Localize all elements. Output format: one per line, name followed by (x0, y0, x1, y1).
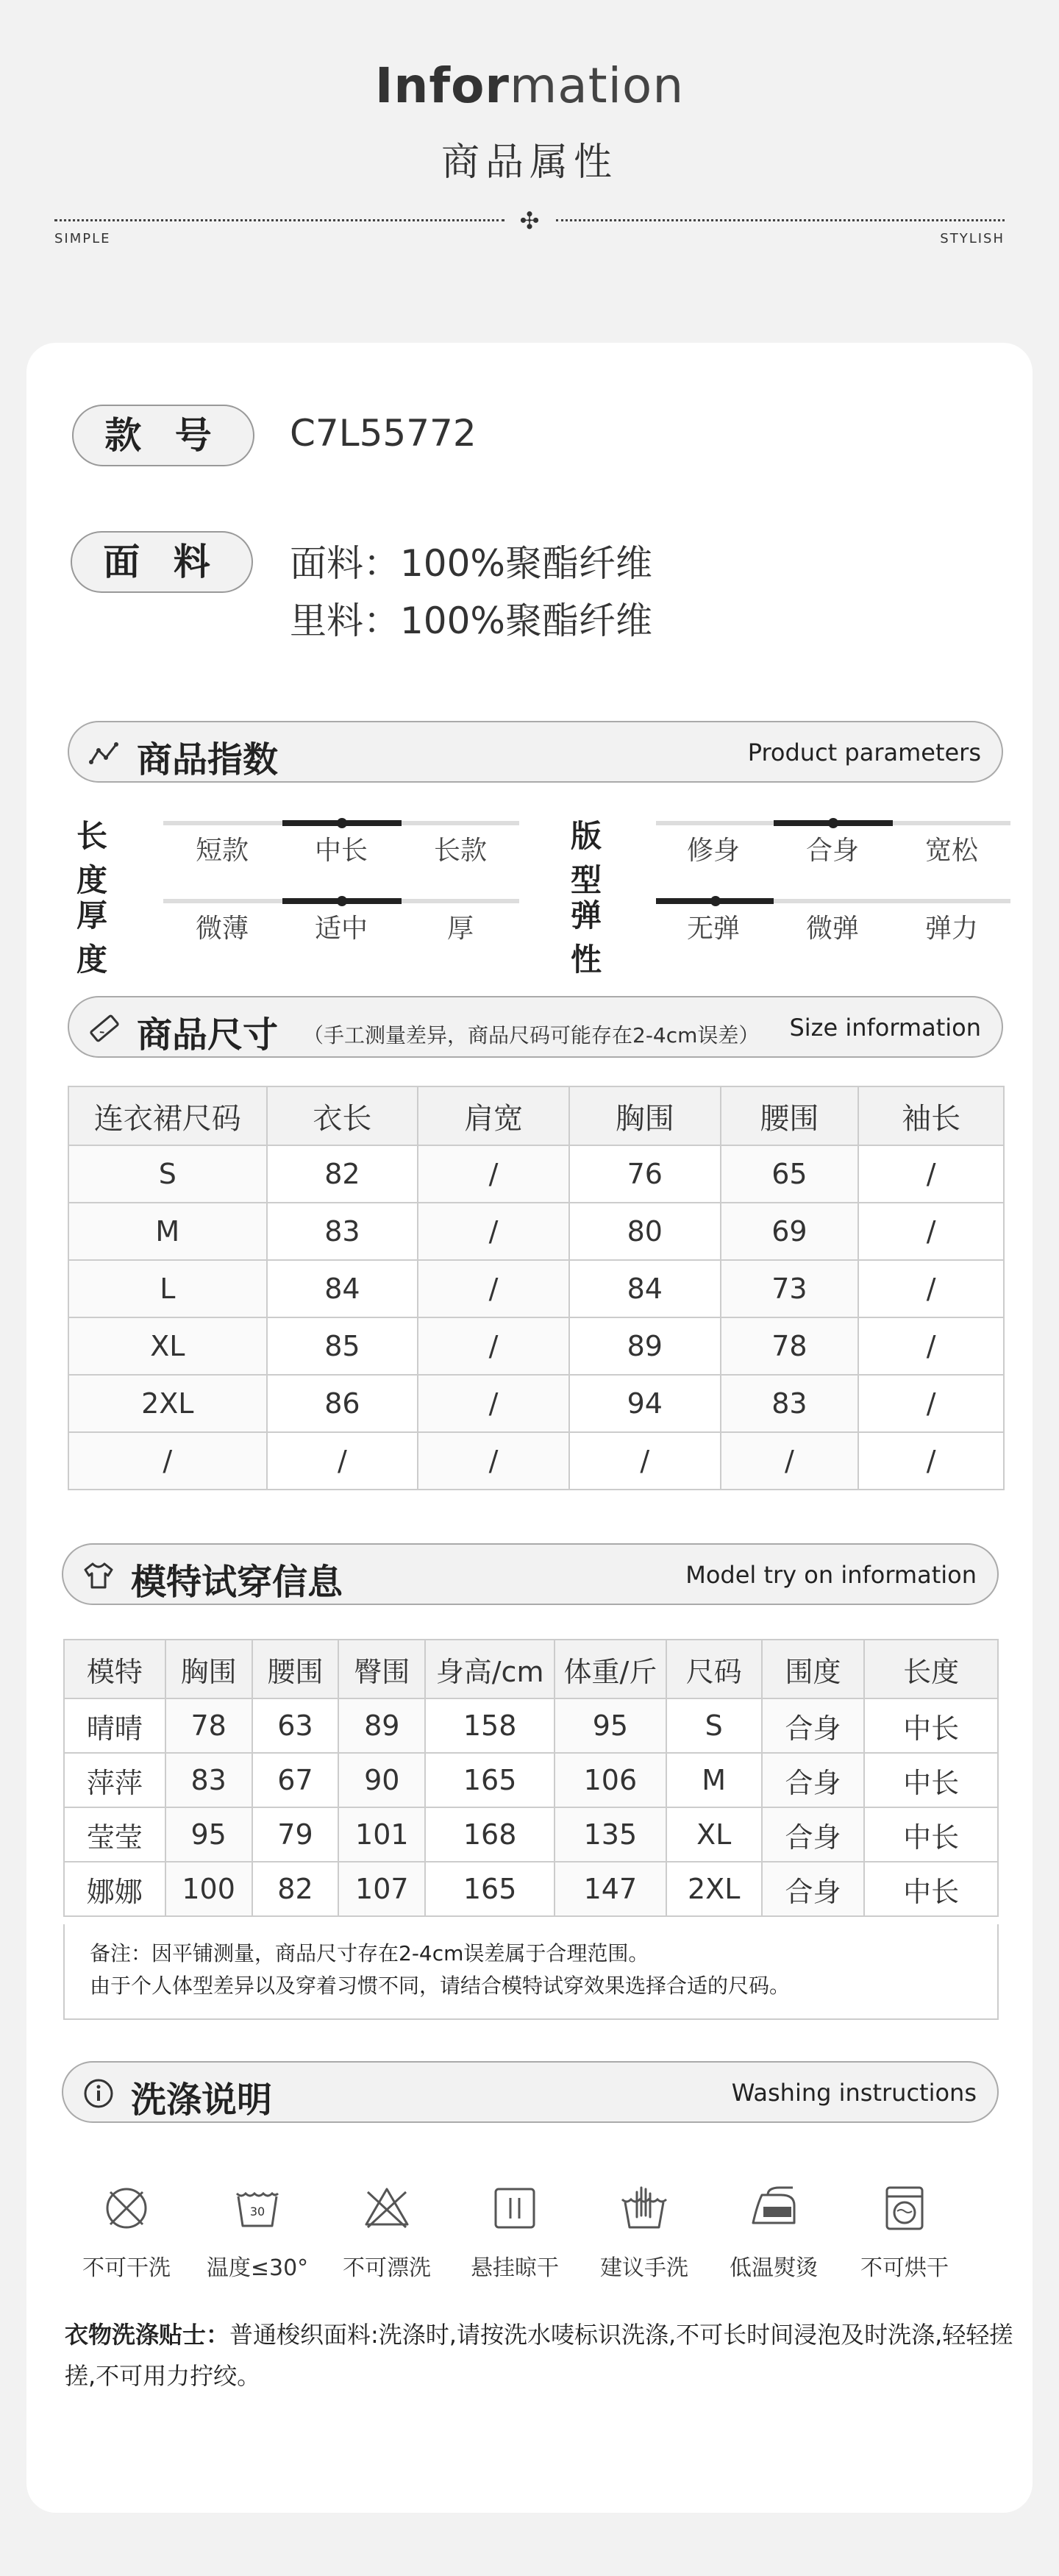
param-label: 长度 (76, 818, 108, 898)
param-option-selected: 合身 (805, 836, 859, 866)
table-header: 袖长 (858, 1086, 1004, 1145)
wash-item-no-dry-clean (62, 2182, 191, 2282)
table-cell: 106 (555, 1753, 666, 1807)
table-cell: / (858, 1260, 1004, 1317)
table-cell: 合身 (762, 1753, 865, 1807)
param-selected-dot (710, 896, 721, 906)
wash-item-hand-wash (580, 2182, 709, 2282)
table-cell: 86 (267, 1375, 418, 1432)
no-tumble-dry-icon (878, 2182, 931, 2235)
table-header: 肩宽 (418, 1086, 569, 1145)
table-cell: / (569, 1432, 721, 1490)
table-cell: / (858, 1432, 1004, 1490)
table-cell: 147 (555, 1862, 666, 1916)
table-cell: 73 (721, 1260, 859, 1317)
table-cell: 135 (555, 1807, 666, 1862)
param-option: 宽松 (924, 836, 978, 866)
table-header: 连衣裙尺码 (68, 1086, 267, 1145)
table-cell: 101 (338, 1807, 425, 1862)
table-header: 臀围 (338, 1640, 425, 1698)
table-cell: 83 (721, 1375, 859, 1432)
model-information-header (62, 1543, 999, 1605)
table-cell: / (721, 1432, 859, 1490)
table-cell: / (858, 1203, 1004, 1260)
table-cell: S (666, 1698, 762, 1753)
table-cell: 89 (569, 1317, 721, 1375)
header-title: Information (374, 57, 685, 114)
section-title: 商品指数 (137, 739, 279, 780)
table-row (64, 1698, 998, 1753)
table-header-row (68, 1086, 1004, 1145)
table-header: 模特 (64, 1640, 165, 1698)
table-cell: 合身 (762, 1698, 865, 1753)
section-title: 商品尺寸 (137, 1014, 279, 1056)
table-cell: 82 (267, 1145, 418, 1203)
wash-30-icon (231, 2182, 284, 2235)
param-selected-dot (828, 818, 838, 828)
wash-label: 悬挂晾干 (471, 2255, 559, 2281)
table-header: 腰围 (721, 1086, 859, 1145)
param-track (656, 899, 1010, 903)
section-title-en: Size information (789, 1014, 981, 1042)
table-header: 尺码 (666, 1640, 762, 1698)
table-cell: L (68, 1260, 267, 1317)
table-cell: 89 (338, 1698, 425, 1753)
iron-low-icon (747, 2182, 800, 2235)
note-line: 由于个人体型差异以及穿着习惯不同，请结合模特试穿效果选择合适的尺码。 (90, 1974, 791, 1998)
table-row (68, 1432, 1004, 1490)
table-row (68, 1260, 1004, 1317)
table-cell: / (267, 1432, 418, 1490)
table-header: 胸围 (165, 1640, 252, 1698)
table-cell: / (858, 1145, 1004, 1203)
table-cell: 100 (165, 1862, 252, 1916)
table-cell: 中长 (864, 1753, 998, 1807)
table-header-row (64, 1640, 998, 1698)
fabric-lining: 里料：100%聚酯纤维 (290, 599, 652, 642)
hand-wash-icon (618, 2182, 671, 2235)
section-title-en: Washing instructions (731, 2079, 977, 2107)
table-cell: 69 (721, 1203, 859, 1260)
table-cell: S (68, 1145, 267, 1203)
tips-label: 衣物洗涤贴士： (65, 2321, 230, 2349)
table-cell: 85 (267, 1317, 418, 1375)
param-option: 长款 (433, 836, 487, 866)
table-cell: 63 (252, 1698, 339, 1753)
header-divider-left (54, 219, 504, 221)
param-selected-dot (337, 896, 347, 906)
washing-instructions-header (62, 2061, 999, 2123)
table-row (68, 1317, 1004, 1375)
table-header: 围度 (762, 1640, 865, 1698)
table-cell: 中长 (864, 1862, 998, 1916)
table-cell: / (418, 1317, 569, 1375)
param-track (163, 899, 519, 903)
table-cell: 82 (252, 1862, 339, 1916)
washing-tips (65, 2314, 1013, 2397)
table-cell: 168 (425, 1807, 555, 1862)
table-cell: / (418, 1432, 569, 1490)
table-cell: 晴晴 (64, 1698, 165, 1753)
table-cell: 94 (569, 1375, 721, 1432)
fabric-label: 面 料 (71, 531, 253, 593)
header-tag-stylish: STYLISH (940, 231, 1005, 246)
table-cell: 95 (165, 1807, 252, 1862)
note-line: 备注：因平铺测量，商品尺寸存在2-4cm误差属于合理范围。 (90, 1941, 649, 1965)
table-cell: 90 (338, 1753, 425, 1807)
param-label: 厚度 (76, 897, 108, 978)
wash-item-no-bleach (322, 2182, 452, 2282)
table-cell: 79 (252, 1807, 339, 1862)
param-option-selected: 无弹 (686, 914, 740, 944)
table-cell: 娜娜 (64, 1862, 165, 1916)
wash-label: 建议手洗 (600, 2255, 688, 2281)
section-title-en: Model try on information (685, 1561, 977, 1589)
table-cell: 2XL (68, 1375, 267, 1432)
table-cell: / (68, 1432, 267, 1490)
no-bleach-icon (360, 2182, 413, 2235)
no-dry-clean-icon (100, 2182, 153, 2235)
table-row (64, 1753, 998, 1807)
table-cell: 莹莹 (64, 1807, 165, 1862)
param-track (163, 821, 519, 825)
wash-item-hang-dry (450, 2182, 580, 2282)
param-option: 修身 (686, 836, 740, 866)
wash-item-no-tumble-dry (840, 2182, 969, 2282)
crosshair-icon: ✣ (519, 207, 540, 235)
param-option: 厚 (446, 914, 474, 944)
ruler-icon (88, 1012, 121, 1045)
table-cell: / (858, 1375, 1004, 1432)
info-icon (82, 2077, 115, 2110)
table-row (68, 1145, 1004, 1203)
wash-label: 不可烘干 (860, 2255, 949, 2281)
table-cell: 158 (425, 1698, 555, 1753)
table-cell: M (666, 1753, 762, 1807)
wash-label: 不可漂洗 (343, 2255, 431, 2281)
table-cell: 84 (267, 1260, 418, 1317)
table-cell: 165 (425, 1862, 555, 1916)
table-cell: 2XL (666, 1862, 762, 1916)
header-divider-right (556, 219, 1005, 221)
table-cell: 107 (338, 1862, 425, 1916)
table-cell: / (418, 1375, 569, 1432)
table-cell: XL (68, 1317, 267, 1375)
param-label: 版型 (571, 818, 602, 898)
table-cell: 78 (165, 1698, 252, 1753)
table-row (64, 1807, 998, 1862)
section-note: （手工测量差异，商品尺码可能存在2-4cm误差） (303, 1023, 760, 1047)
table-header: 腰围 (252, 1640, 339, 1698)
table-row (64, 1862, 998, 1916)
table-header: 体重/斤 (555, 1640, 666, 1698)
table-row (68, 1375, 1004, 1432)
table-cell: 80 (569, 1203, 721, 1260)
table-cell: 中长 (864, 1698, 998, 1753)
section-title: 模特试穿信息 (131, 1562, 343, 1603)
param-label: 弹性 (571, 897, 602, 978)
style-number-value: C7L55772 (290, 412, 477, 455)
svg-text:30: 30 (249, 2205, 265, 2219)
table-cell: 76 (569, 1145, 721, 1203)
hang-dry-icon (488, 2182, 541, 2235)
table-header: 胸围 (569, 1086, 721, 1145)
line-chart-icon (88, 737, 121, 769)
table-row (68, 1203, 1004, 1260)
wash-item-temp-30 (193, 2182, 322, 2282)
param-option: 短款 (195, 836, 249, 866)
param-option: 微弹 (805, 914, 859, 944)
table-cell: 中长 (864, 1807, 998, 1862)
wash-label: 不可干洗 (82, 2255, 171, 2281)
table-cell: / (418, 1203, 569, 1260)
table-cell: 95 (555, 1698, 666, 1753)
table-cell: 65 (721, 1145, 859, 1203)
table-cell: 萍萍 (64, 1753, 165, 1807)
table-cell: 67 (252, 1753, 339, 1807)
table-cell: / (418, 1145, 569, 1203)
table-header: 身高/cm (425, 1640, 555, 1698)
table-cell: 78 (721, 1317, 859, 1375)
param-track (656, 821, 1010, 825)
table-cell: 合身 (762, 1807, 865, 1862)
table-cell: XL (666, 1807, 762, 1862)
size-table (68, 1086, 1005, 1490)
model-table (63, 1639, 999, 1917)
table-cell: 合身 (762, 1862, 865, 1916)
table-cell: 84 (569, 1260, 721, 1317)
table-cell: 83 (165, 1753, 252, 1807)
section-title-en: Product parameters (747, 739, 981, 766)
table-header: 衣长 (267, 1086, 418, 1145)
style-number-label: 款 号 (72, 405, 254, 466)
table-cell: / (418, 1260, 569, 1317)
table-cell: 165 (425, 1753, 555, 1807)
header-subtitle: 商品属性 (441, 140, 618, 185)
param-option: 弹力 (924, 914, 978, 944)
table-cell: / (858, 1317, 1004, 1375)
tips-text: 普通梭织面料:洗涤时,请按洗水唛标识洗涤,不可长时间浸泡及时洗涤,轻轻搓搓,不可用力拧绞。 (65, 2321, 1013, 2390)
wash-label: 低温熨烫 (730, 2255, 818, 2281)
wash-label: 温度≤30° (206, 2255, 309, 2281)
tshirt-icon (82, 1559, 115, 1592)
product-parameters-header (68, 721, 1003, 783)
param-selected-dot (337, 818, 347, 828)
table-cell: M (68, 1203, 267, 1260)
param-option-selected: 适中 (314, 914, 368, 944)
param-option: 微薄 (195, 914, 249, 944)
header-tag-simple: SIMPLE (54, 231, 111, 246)
section-title: 洗涤说明 (131, 2079, 273, 2121)
model-table-note (63, 1924, 999, 2020)
fabric-outer: 面料：100%聚酯纤维 (290, 542, 652, 585)
wash-item-low-iron (709, 2182, 838, 2282)
param-option-selected: 中长 (314, 836, 368, 866)
size-information-header (68, 996, 1003, 1058)
table-header: 长度 (864, 1640, 998, 1698)
table-cell: 83 (267, 1203, 418, 1260)
